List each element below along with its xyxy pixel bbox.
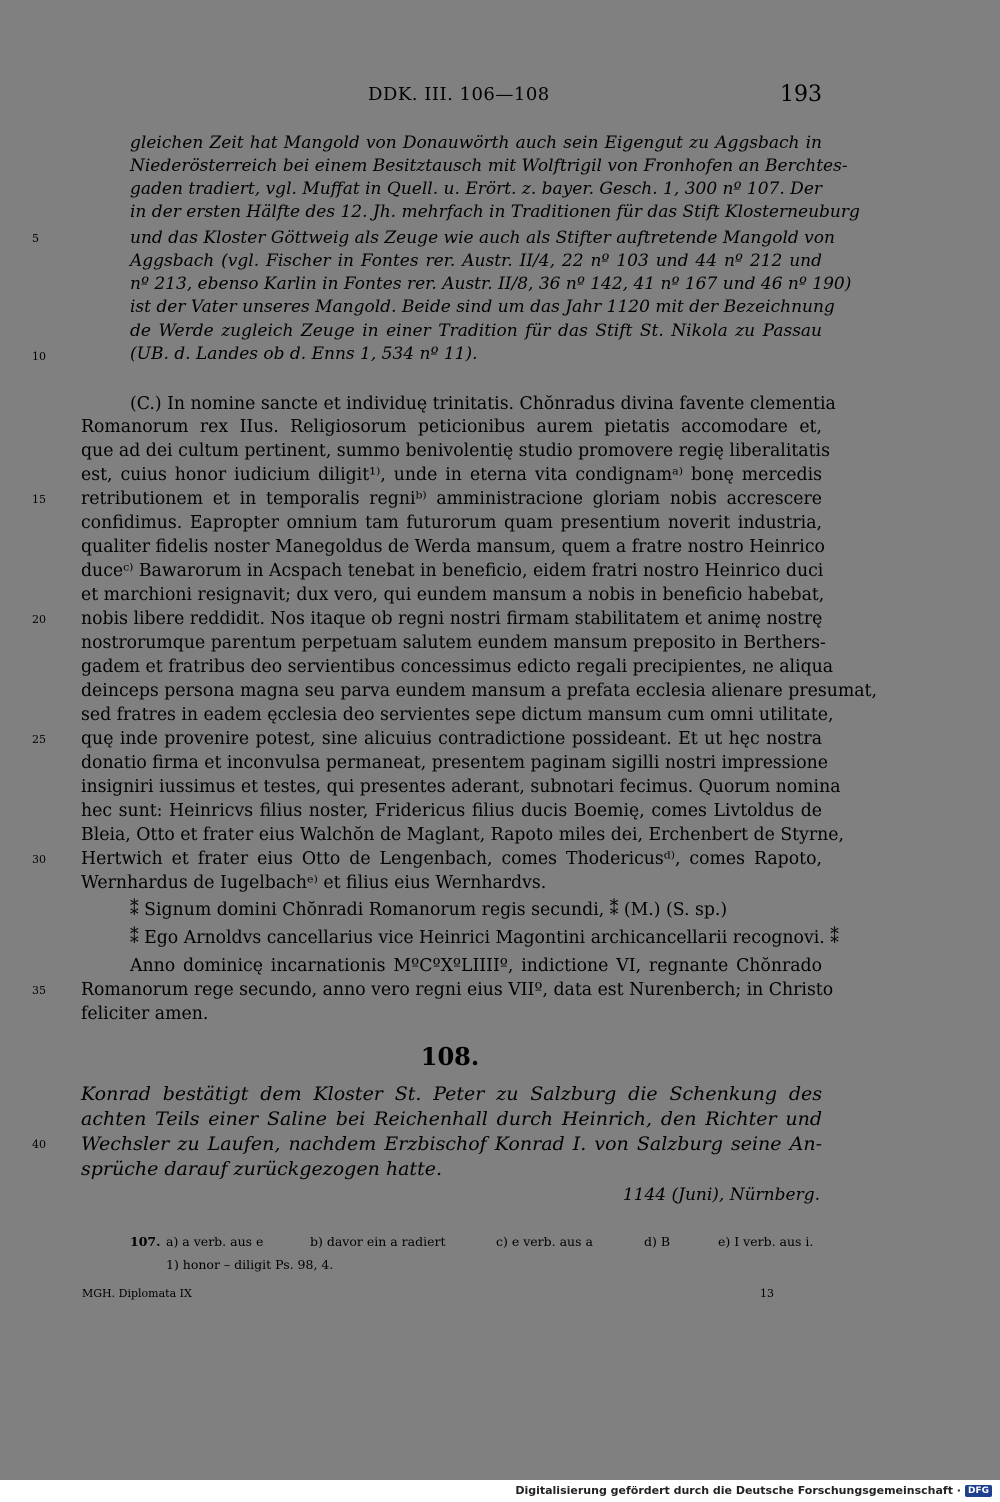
dating-line: feliciter amen. xyxy=(81,1004,209,1024)
dating-line: Romanorum rege secundo, anno vero regni eius VIIº, data est Nurenberch; in Christo xyxy=(81,980,834,1000)
footnote-c: c) e verb. aus a xyxy=(496,1234,593,1249)
line-number: 35 xyxy=(32,984,46,997)
charter-line: Bleia, Otto et frater eius Walchŏn de Maglant, Rapoto miles dei, Erchenbert de Styrne, xyxy=(81,825,844,845)
commentary-line: gleichen Zeit hat Mangold von Donauwörth auch sein Eigengut zu Aggsbach in xyxy=(130,133,822,153)
line-number: 20 xyxy=(32,613,46,626)
footer-series: MGH. Diplomata IX xyxy=(82,1287,192,1300)
line-number: 5 xyxy=(32,232,39,245)
charter-line: quę inde provenire potest, sine alicuius contradictione possideant. Et ut hęc nostra xyxy=(81,729,822,749)
charter-line: Wernhardus de Iugelbachᵉ⁾ et filius eius Wernhardvs. xyxy=(81,873,547,893)
charter-line: retributionem et in temporalis regniᵇ⁾ amministracione gloriam nobis accrescere xyxy=(81,489,822,509)
running-title: DDK. III. 106—108 xyxy=(368,84,550,105)
charter-line: que ad dei cultum pertinent, summo benivolentię studio promovere regię liberalitatis xyxy=(81,441,830,461)
line-number: 10 xyxy=(32,350,46,363)
charter-line: duceᶜ⁾ Bawarorum in Acspach tenebat in beneficio, eidem fratri nostro Heinrico duci xyxy=(81,561,824,581)
commentary-line: de Werde zugleich Zeuge in einer Tradition für das Stift St. Nikola zu Passau xyxy=(130,321,822,341)
page-number: 193 xyxy=(780,82,822,107)
date-place: 1144 (Juni), Nürnberg. xyxy=(622,1185,820,1205)
dfg-logo: DFG xyxy=(965,1485,992,1497)
commentary-line: in der ersten Hälfte des 12. Jh. mehrfach in Traditionen für das Stift Klosterneuburg xyxy=(130,202,860,222)
footnote-a: a) a verb. aus e xyxy=(166,1234,264,1249)
charter-line: donatio firma et inconvulsa permaneat, presentem paginam sigilli nostri impressione xyxy=(81,753,828,773)
commentary-line: ist der Vater unseres Mangold. Beide sind um das Jahr 1120 mit der Bezeichnung xyxy=(130,297,835,317)
charter-line: et marchioni resignavit; dux vero, qui eundem mansum a nobis in beneficio habebat, xyxy=(81,585,825,605)
charter-line: nostrorumque parentum perpetuam salutem eundem mansum preposito in Berthers- xyxy=(81,633,826,653)
charter-line: deinceps persona magna seu parva eundem mansum a prefata ecclesia alienare presumat, xyxy=(81,681,877,701)
recognition-line: ⁑ Ego Arnoldvs cancellarius vice Heinrici Magontini archicancellarii recognovi. ⁑ xyxy=(130,928,839,948)
line-number: 15 xyxy=(32,493,46,506)
signum-line: ⁑ Signum domini Chŏnradi Romanorum regis secundi, ⁑ (M.) (S. sp.) xyxy=(130,900,728,920)
charter-line: hec sunt: Heinricvs filius noster, Fridericus filius ducis Boemię, comes Livtoldus de xyxy=(81,801,822,821)
line-number: 30 xyxy=(32,853,46,866)
commentary-line: Niederösterreich bei einem Besitztausch mit Wolftrigil von Fronhofen an Berchtes- xyxy=(130,156,848,176)
charter-line: Hertwich et frater eius Otto de Lengenbach, comes Thodericusᵈ⁾, comes Rapoto, xyxy=(81,849,822,869)
funding-text: Digitalisierung gefördert durch die Deutsche Forschungsgemeinschaft · xyxy=(515,1484,961,1497)
charter-line: gadem et fratribus deo servientibus concessimus edicto regali precipientes, ne aliqua xyxy=(81,657,834,677)
commentary-line: nº 213, ebenso Karlin in Fontes rer. Austr. II/8, 36 nº 142, 41 nº 167 und 46 nº 190) xyxy=(130,274,852,294)
footer-signature: 13 xyxy=(760,1287,774,1300)
document-number: 108. xyxy=(420,1042,480,1071)
commentary-line: Aggsbach (vgl. Fischer in Fontes rer. Austr. II/4, 22 nº 103 und 44 nº 212 und xyxy=(130,251,822,271)
dating-line: Anno dominicę incarnationis MºCºXºLIIIIº, indictione VI, regnante Chŏnrado xyxy=(130,956,822,976)
footnote-b: b) davor ein a radiert xyxy=(310,1234,446,1249)
regest-line: Konrad bestätigt dem Kloster St. Peter zu Salzburg die Schenkung des xyxy=(81,1083,822,1105)
footnote-d: d) B xyxy=(644,1234,671,1249)
footnote-citation: 1) honor – diligit Ps. 98, 4. xyxy=(166,1257,334,1272)
commentary-line: (UB. d. Landes ob d. Enns 1, 534 nº 11). xyxy=(130,344,478,364)
line-number: 25 xyxy=(32,733,46,746)
charter-line: qualiter fidelis noster Manegoldus de Werda mansum, quem a fratre nostro Heinrico xyxy=(81,537,825,557)
commentary-line: gaden tradiert, vgl. Muffat in Quell. u. Erört. z. bayer. Gesch. 1, 300 nº 107. Der xyxy=(130,179,822,199)
charter-line: nobis libere reddidit. Nos itaque ob regni nostri firmam stabilitatem et animę nostrę xyxy=(81,609,823,629)
charter-line: (C.) In nomine sancte et individuę trinitatis. Chŏnradus divina favente clementia xyxy=(130,394,836,414)
charter-line: Romanorum rex IIus. Religiosorum peticionibus aurem pietatis accomodare et, xyxy=(81,417,822,437)
regest-line: Wechsler zu Laufen, nachdem Erzbischof Konrad I. von Salzburg seine An- xyxy=(81,1133,822,1155)
regest-line: achten Teils einer Saline bei Reichenhall durch Heinrich, den Richter und xyxy=(81,1108,822,1130)
charter-line: confidimus. Eapropter omnium tam futurorum quam presentium noverit industria, xyxy=(81,513,822,533)
charter-line: est, cuius honor iudicium diligit¹⁾, unde in eterna vita condignamᵃ⁾ bonę mercedis xyxy=(81,465,822,485)
funding-banner xyxy=(515,1484,992,1497)
footnote-e: e) I verb. aus i. xyxy=(718,1234,814,1249)
regest-line: sprüche darauf zurückgezogen hatte. xyxy=(81,1158,442,1180)
charter-line: insigniri iussimus et testes, qui presentes aderant, subnotari fecimus. Quorum nomina xyxy=(81,777,841,797)
commentary-line: und das Kloster Göttweig als Zeuge wie auch als Stifter auftretende Mangold von xyxy=(130,228,835,248)
charter-line: sed fratres in eadem ęcclesia deo servientes sepe dictum mansum cum omni utilitate, xyxy=(81,705,834,725)
line-number: 40 xyxy=(32,1138,46,1151)
footnote-label: 107. xyxy=(130,1234,161,1249)
